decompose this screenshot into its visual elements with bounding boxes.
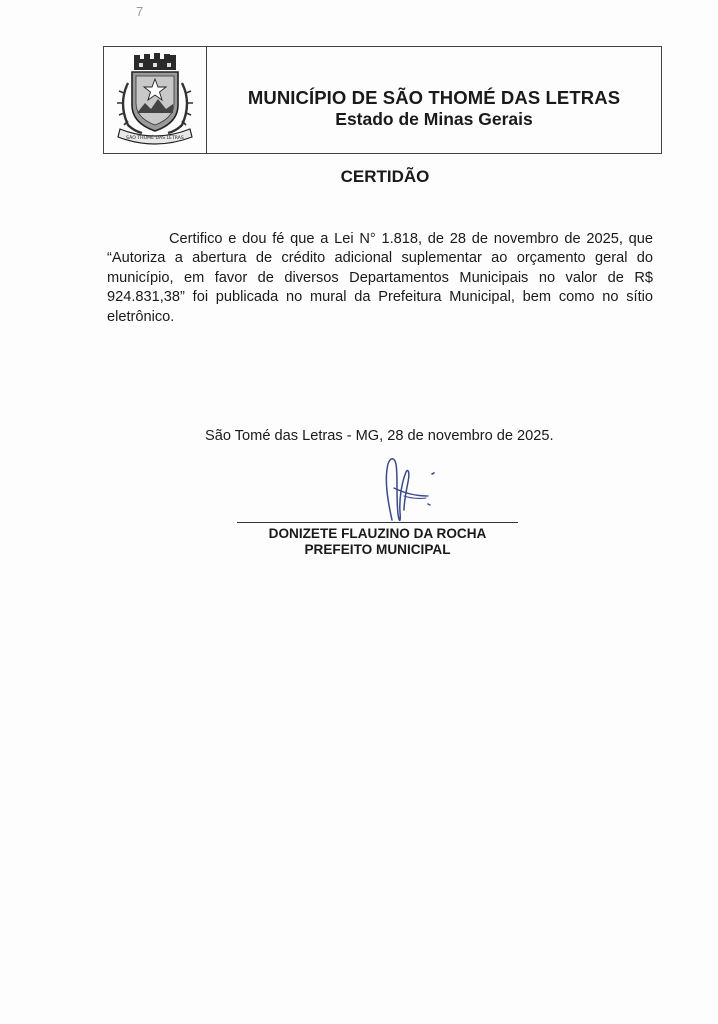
certificate-body: Certifico e dou fé que a Lei N° 1.818, de 28 de novembro de 2025, que “Autoriza a abertura de crédito adicional suplementar ao orçamento geral do município, em favor de diversos Departamentos Municipais no valor de R$ 924.831,38” foi publicada no mural da Prefeitura Municipal, bem como no sítio eletrônico. [107,231,653,325]
header-title-cell [207,47,661,153]
coat-of-arms-icon [112,53,198,145]
signer-name: DONIZETE FLAUZINO DA ROCHA [268,526,487,541]
place-date: São Tomé das Letras - MG, 28 de novembro de 2025. [205,428,554,444]
signer-role: PREFEITO MUNICIPAL [304,542,451,557]
document-title: CERTIDÃO [340,167,430,186]
page-mark: 7 [136,4,144,19]
coat-of-arms-ribbon-text: SÃO THOMÉ DAS LETRAS [126,136,184,141]
municipality-title: MUNICÍPIO DE SÃO THOMÉ DAS LETRAS [247,87,621,108]
document-header [103,46,662,154]
signature-line [237,522,518,523]
logo-cell [104,47,207,153]
state-subtitle: Estado de Minas Gerais [335,109,533,129]
handwritten-signature-icon [370,452,450,532]
